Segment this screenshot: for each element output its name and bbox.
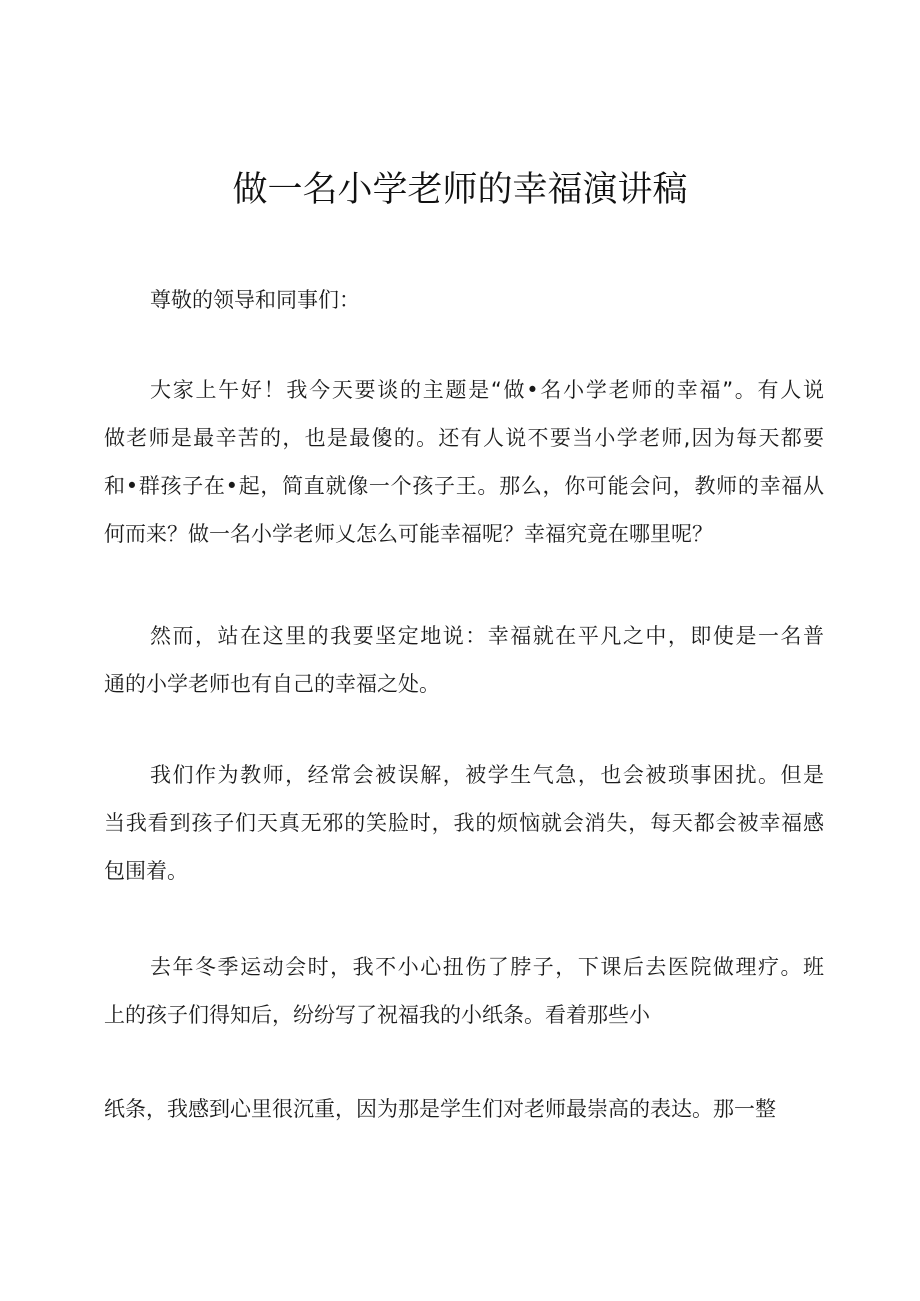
paragraph-line: 然而，站在这里的我要坚定地说：幸福就在平凡之中，即使是一名普 [150, 624, 824, 648]
document-title: 做一名小学老师的幸福演讲稿 [232, 170, 688, 210]
paragraph-line: 当我看到孩子们天真无邪的笑脸时，我的烦恼就会消失，每天都会被幸福感 [104, 811, 824, 835]
paragraph-line: 上的孩子们得知后，纷纷写了祝福我的小纸条。看着那些小 [104, 1003, 650, 1027]
paragraph-line: 纸条，我感到心里很沉重，因为那是学生们对老师最崇高的表达。那一整 [104, 1097, 776, 1121]
paragraph-line: 包围着。 [104, 859, 188, 883]
paragraph-line: 通的小学老师也有自己的幸福之处。 [104, 672, 440, 696]
salutation-line: 尊敬的领导和同事们： [150, 288, 360, 312]
paragraph-line: 去年冬季运动会时，我不小心扭伤了脖子，下课后去医院做理疗。班 [150, 955, 824, 979]
paragraph-line: 和•群孩子在•起，简直就像一个孩子王。那么，你可能会问，教师的幸福从 [104, 474, 824, 498]
paragraph-3 [104, 751, 824, 895]
paragraph-4 [104, 943, 824, 1039]
paragraph-2 [104, 612, 824, 708]
paragraph-line: 何而来？做一名小学老师乂怎么可能幸福呢？幸福究竟在哪里呢？ [104, 522, 713, 546]
salutation [104, 276, 824, 324]
paragraph-1 [104, 366, 824, 558]
paragraph-5 [104, 1085, 824, 1133]
paragraph-line: 做老师是最辛苦的，也是最傻的。还有人说不要当小学老师,因为每天都要 [104, 426, 824, 450]
paragraph-line: 大家上午好！我今天要谈的主题是“做•名小学老师的幸福”。有人说 [150, 378, 824, 402]
paragraph-line: 我们作为教师，经常会被误解，被学生气急，也会被琐事困扰。但是 [150, 763, 824, 787]
